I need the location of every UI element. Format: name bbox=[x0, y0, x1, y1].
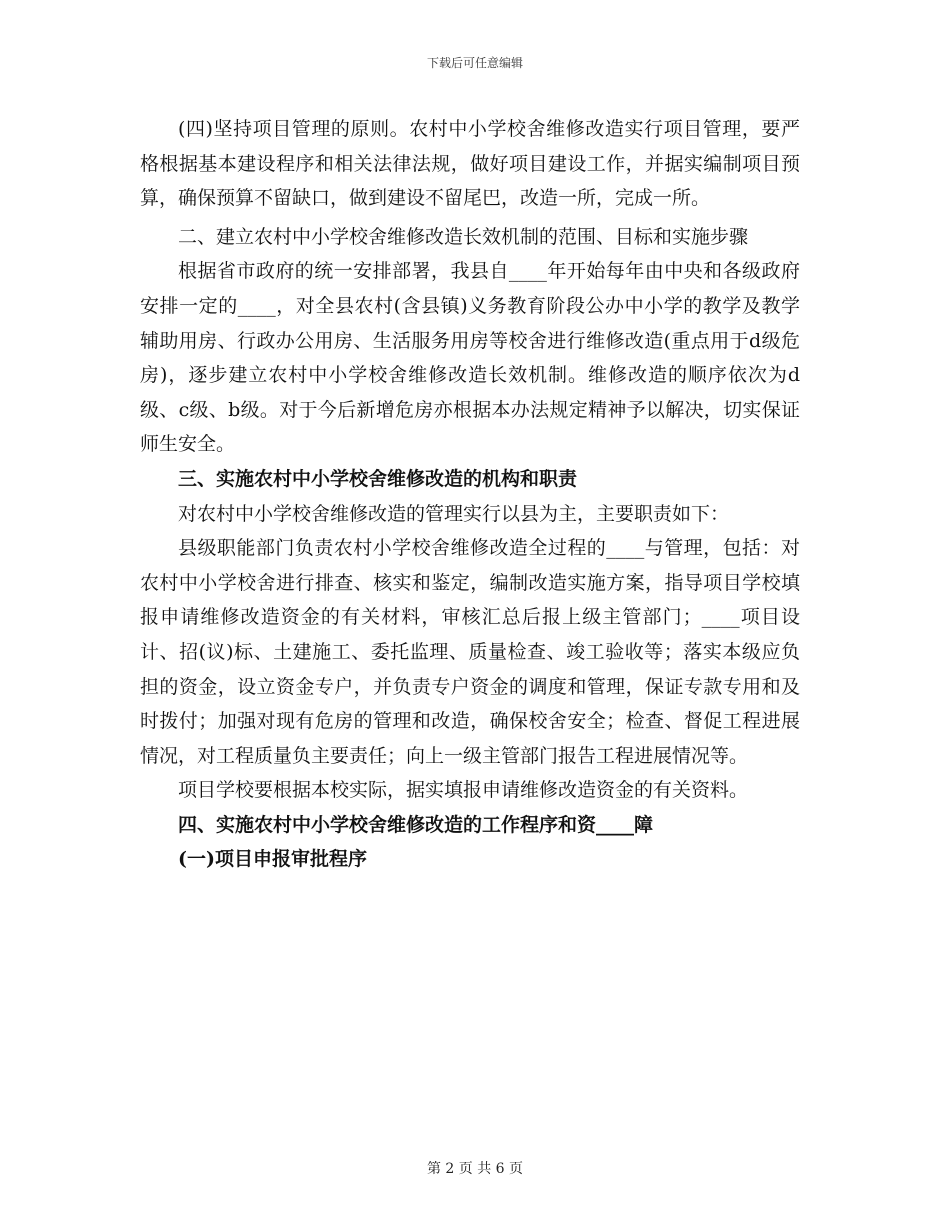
paragraph-arrangement: 根据省市政府的统一安排部署，我县自____年开始每年由中央和各级政府安排一定的____，对全县农村(含县镇)义务教育阶段公办中小学的教学及教学辅助用房、行政办公用房、生活服务用房等校舍进行维修改造(重点用于d级危房)，逐步建立农村中小学校舍维修改造长效机制。维修改造的顺序依次为d级、c级、b级。对于今后新增危房亦根据本办法规定精神予以解决，切实保证师生安全。 bbox=[140, 260, 800, 456]
paragraph-county-management: 对农村中小学校舍维修改造的管理实行以县为主，主要职责如下： bbox=[178, 502, 730, 525]
paragraph-county-duties: 县级职能部门负责农村小学校舍维修改造全过程的____与管理，包括：对农村中小学校舍进行排查、核实和鉴定，编制改造实施方案，指导项目学校填报申请维修改造资金的有关材料，审核汇总后报上级主管部门；____项目设计、招(议)标、土建施工、委托监理、质量检查、竣工验收等；落实本级应负担的资金，设立资金专户，并负责专户资金的调度和管理，保证专款专用和及时拨付；加强对现有危房的管理和改造，确保校舍安全；检查、督促工程进展情况，对工程质量负主要责任；向上一级主管部门报告工程进展情况等。 bbox=[140, 537, 800, 767]
paragraph-school-duties: 项目学校要根据本校实际，据实填报申请维修改造资金的有关资料。 bbox=[178, 779, 749, 802]
page-header-note: 下载后可任意编辑 bbox=[426, 56, 523, 70]
heading-subsection-one: (一)项目申报审批程序 bbox=[178, 848, 367, 871]
heading-section-four: 四、实施农村中小学校舍维修改造的工作程序和资____障 bbox=[178, 813, 654, 836]
page-number: 第 2 页 共 6 页 bbox=[426, 1161, 524, 1177]
document-body bbox=[140, 112, 800, 877]
heading-section-two: 二、建立农村中小学校舍维修改造长效机制的范围、目标和实施步骤 bbox=[178, 225, 749, 248]
paragraph-project-management-principle: (四)坚持项目管理的原则。农村中小学校舍维修改造实行项目管理，要严格根据基本建设程序和相关法律法规，做好项目建设工作，并据实编制项目预算，确保预算不留缺口，做到建设不留尾巴，改造一所，完成一所。 bbox=[140, 118, 800, 210]
heading-section-three: 三、实施农村中小学校舍维修改造的机构和职责 bbox=[178, 467, 578, 490]
